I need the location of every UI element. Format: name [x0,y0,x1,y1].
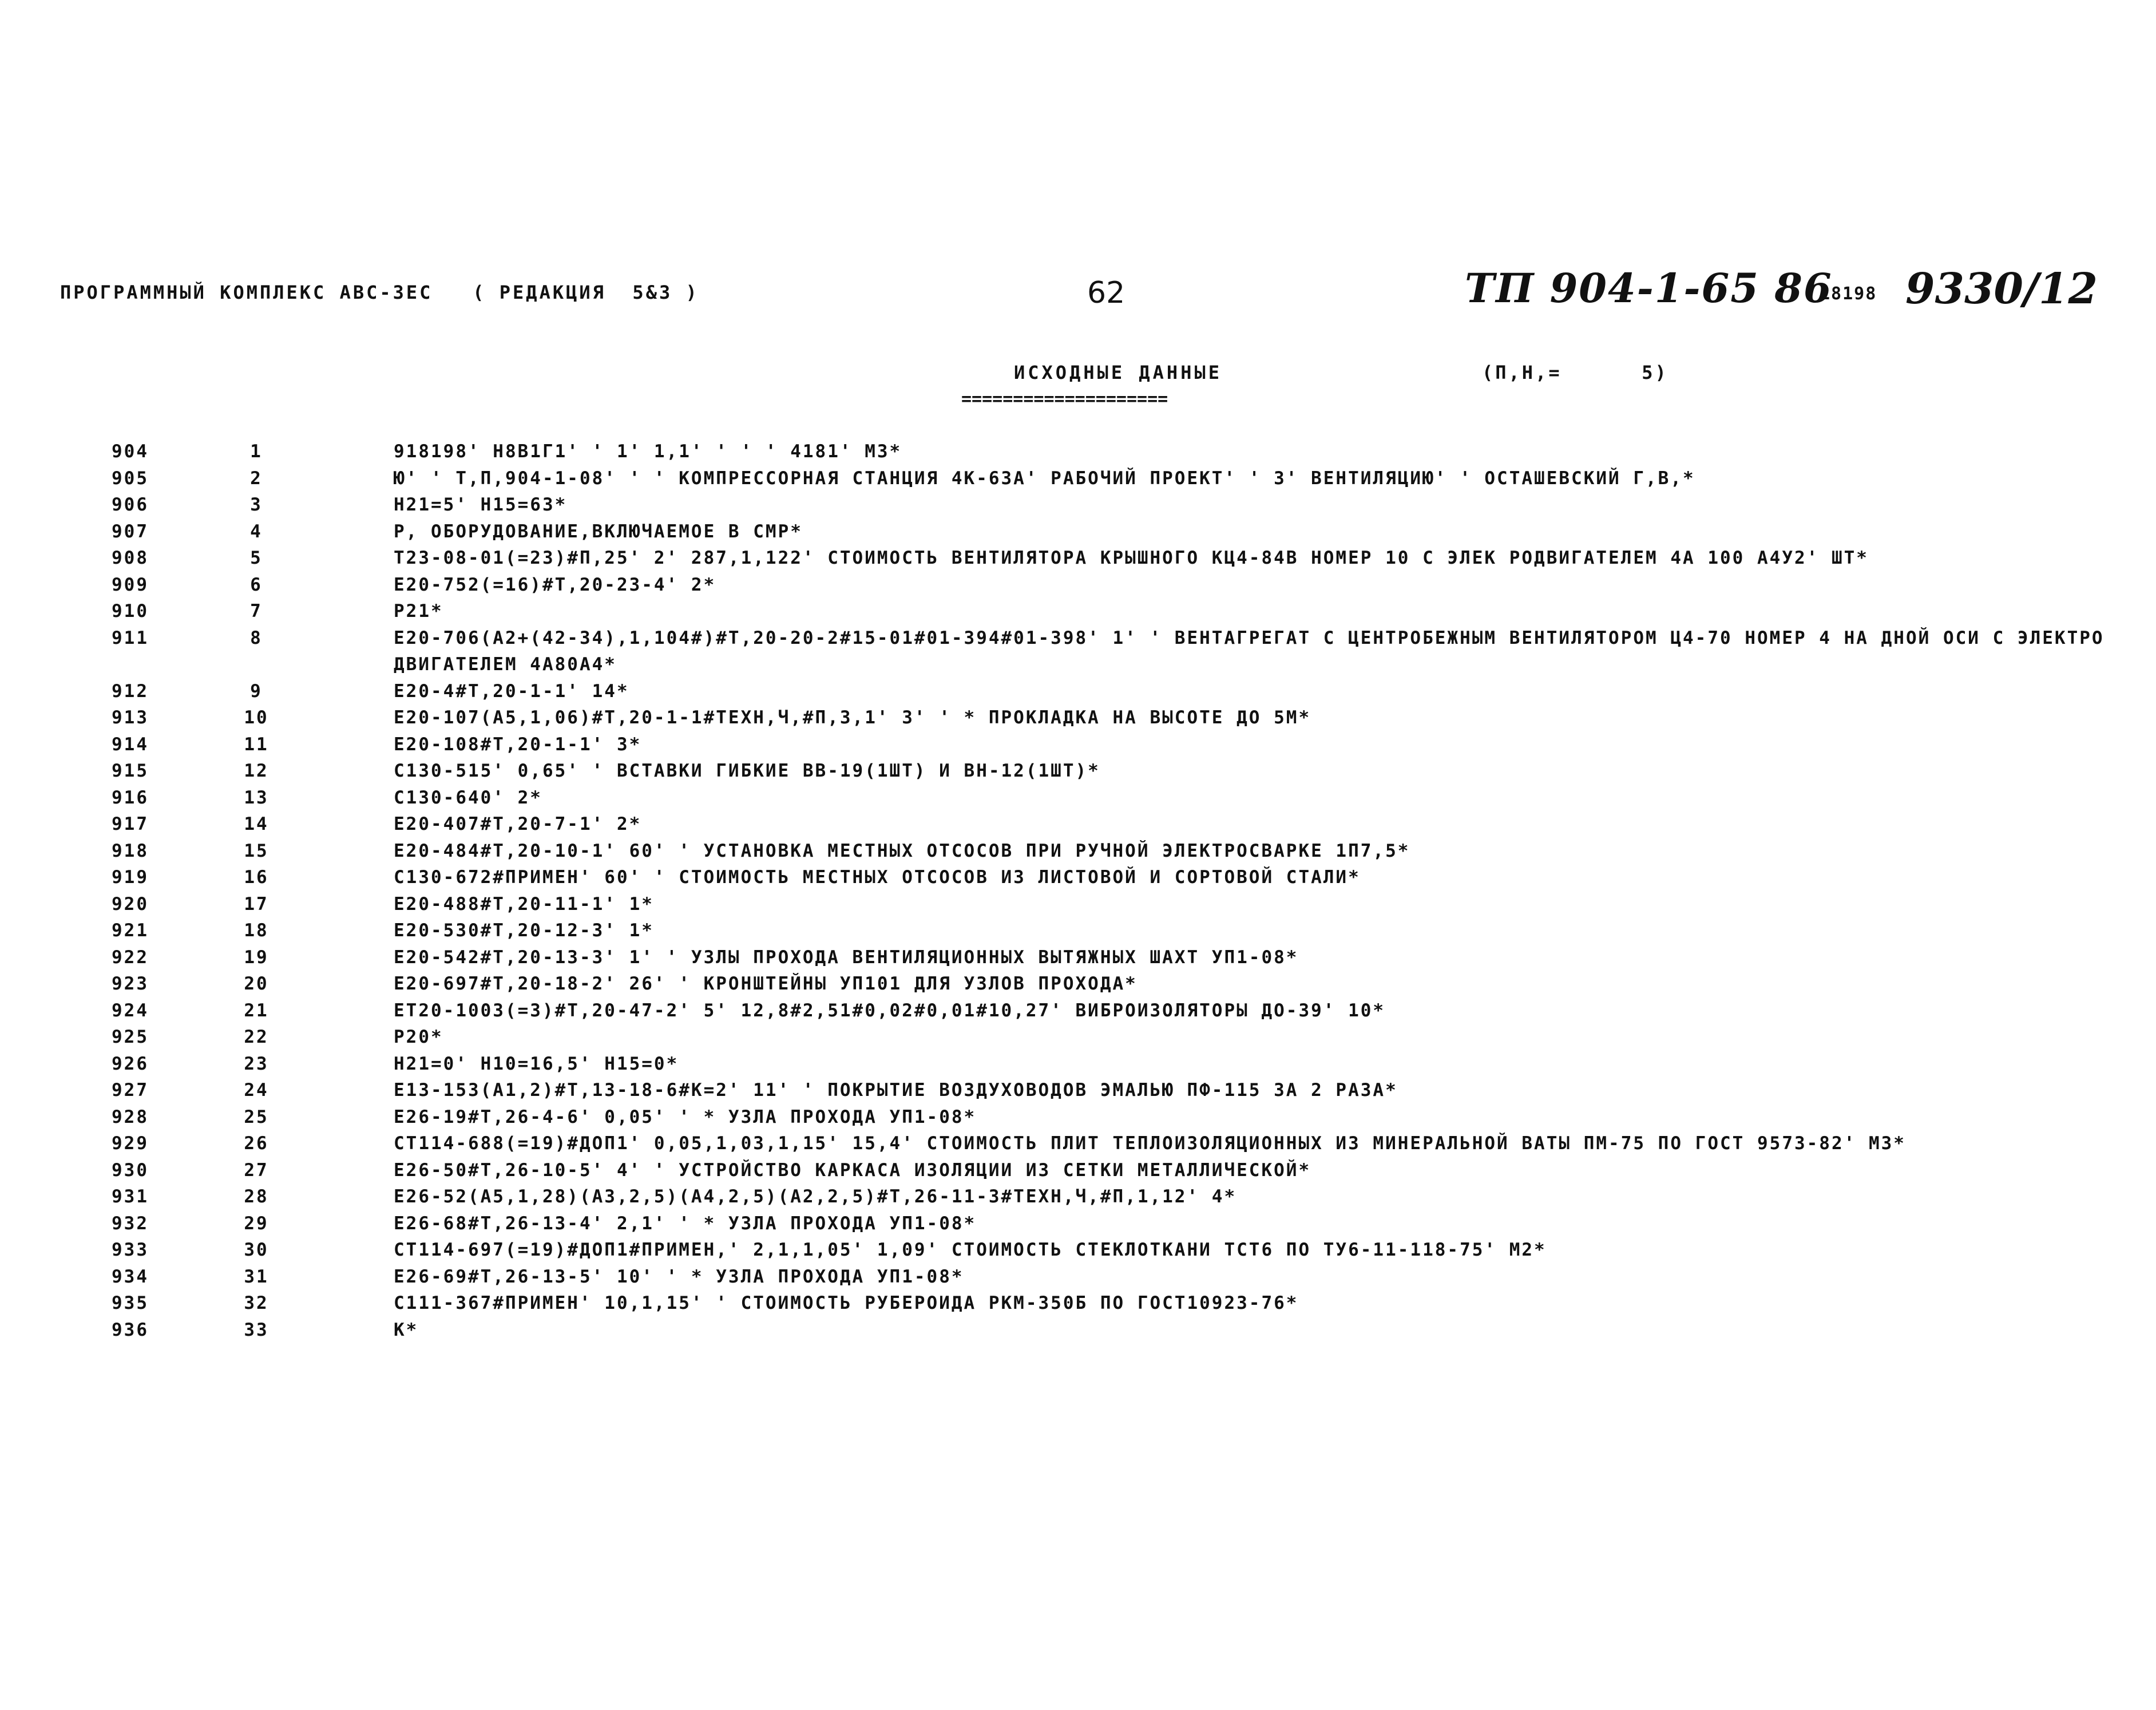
record-number: 924 [112,1000,149,1021]
record-text: Е26-69#Т,26-13-5' 10' ' * УЗЛА ПРОХОДА УП1-08* [394,1266,964,1287]
sequence-number: 5 [250,548,263,568]
sequence-number: 8 [250,627,263,648]
record-text: Е20-706(А2+(42-34),1,104#)#Т,20-20-2#15-01#01-394#01-398' 1' ' ВЕНТАГРЕГАТ С ЦЕНТРОБЕЖНЫМ ВЕНТИЛЯТОРОМ Ц4-70 НОМЕР 4 НА ДНОЙ ОСИ С ЭЛЕКТРОДВИГАТЕЛЕМ 4А80А4* [394,627,2105,675]
record-number: 932 [112,1213,149,1234]
listing-row [0,1237,2156,1264]
sequence-number: 29 [244,1213,269,1234]
sequence-number: 30 [244,1240,269,1260]
sequence-number: 15 [244,840,269,861]
record-number: 934 [112,1266,149,1287]
record-text: Е20-484#Т,20-10-1' 60' ' УСТАНОВКА МЕСТНЫХ ОТСОСОВ ПРИ РУЧНОЙ ЭЛЕКТРОСВАРКЕ 1П7,5* [394,840,1410,861]
sequence-number: 13 [244,787,269,808]
record-text: Т23-08-01(=23)#П,25' 2' 287,1,122' СТОИМОСТЬ ВЕНТИЛЯТОРА КРЫШНОГО КЦ4-84В НОМЕР 10 С ЭЛЕК РОДВИГАТЕЛЕМ 4А 100 А4У2' ШТ* [394,548,1869,568]
sequence-number: 24 [244,1080,269,1101]
record-text: Н21=0' Н10=16,5' Н15=0* [394,1053,679,1074]
listing-row [0,492,2156,518]
sequence-number: 6 [250,574,263,595]
sequence-number: 20 [244,973,269,994]
record-text: Е20-407#Т,20-7-1' 2* [394,814,642,834]
record-text: К* [394,1319,419,1340]
sequence-number: 18 [244,920,269,941]
record-text: СТ114-688(=19)#ДОП1' 0,05,1,03,1,15' 15,4' СТОИМОСТЬ ПЛИТ ТЕПЛОИЗОЛЯЦИОННЫХ ИЗ МИНЕРАЛЬНОЙ ВАТЫ ПМ-75 ПО ГОСТ 9573-82' МЗ* [394,1133,1906,1154]
sequence-number: 22 [244,1027,269,1047]
listing-row [0,678,2156,705]
record-text: Ю' ' Т,П,904-1-08' ' ' КОМПРЕССОРНАЯ СТАНЦИЯ 4К-63А' РАБОЧИЙ ПРОЕКТ' ' 3' ВЕНТИЛЯЦИЮ' ' ОСТАШЕВСКИЙ Г,В,* [394,468,1695,489]
sequence-number: 25 [244,1106,269,1127]
record-number: 922 [112,947,149,968]
listing-row [0,1051,2156,1078]
record-number: 926 [112,1053,149,1074]
record-text: ЕТ20-1003(=3)#Т,20-47-2' 5' 12,8#2,51#0,02#0,01#10,27' ВИБРОИЗОЛЯТОРЫ ДО-39' 10* [394,1000,1386,1021]
listing-row [0,811,2156,838]
record-text: Е13-153(А1,2)#Т,13-18-6#К=2' 11' ' ПОКРЫТИЕ ВОЗДУХОВОДОВ ЭМАЛЬЮ ПФ-115 ЗА 2 РАЗА* [394,1080,1398,1101]
record-number: 908 [112,548,149,568]
page-number: 62 [1087,276,1125,310]
listing-row [0,1210,2156,1237]
record-number: 931 [112,1186,149,1207]
record-number: 918 [112,840,149,861]
sequence-number: 10 [244,707,269,728]
record-text: Е26-19#Т,26-4-6' 0,05' ' * УЗЛА ПРОХОДА УП1-08* [394,1106,977,1127]
program-header: ПРОГРАММНЫЙ КОМПЛЕКС АВС-ЗЕС ( РЕДАКЦИЯ 5&3 ) [60,282,699,303]
sequence-number: 32 [244,1293,269,1313]
sequence-number: 26 [244,1133,269,1154]
sequence-number: 1 [250,441,263,462]
record-text: Е20-542#Т,20-13-3' 1' ' УЗЛЫ ПРОХОДА ВЕНТИЛЯЦИОННЫХ ВЫТЯЖНЫХ ШАХТ УП1-08* [394,947,1299,968]
listing-row [0,598,2156,625]
sequence-number: 11 [244,734,269,755]
sequence-number: 12 [244,761,269,781]
listing-row [0,864,2156,891]
record-number: 910 [112,601,149,622]
listing-row [0,545,2156,572]
handwritten-sheet-ref: 9330/12 [1905,264,2098,314]
record-text: Е26-52(А5,1,28)(А3,2,5)(А4,2,5)(А2,2,5)#Т,26-11-3#ТЕХН,Ч,#П,1,12' 4* [394,1186,1237,1207]
record-text: С130-640' 2* [394,787,542,808]
record-number: 911 [112,627,149,648]
listing-row [0,891,2156,918]
listing-row [0,1317,2156,1344]
section-title: ИСХОДНЫЕ ДАННЫЕ [1014,362,1222,383]
record-number: 916 [112,787,149,808]
listing-row [0,1157,2156,1184]
listing-row [0,838,2156,865]
record-number: 906 [112,494,149,515]
listing-row [0,465,2156,492]
listing-row [0,438,2156,465]
record-number: 923 [112,973,149,994]
listing-row [0,944,2156,971]
record-number: 930 [112,1159,149,1181]
document-number: 18198 [1820,284,1877,304]
record-number: 935 [112,1293,149,1313]
record-text: 918198' Н8В1Г1' ' 1' 1,1' ' ' ' 4181' МЗ* [394,441,902,462]
record-number: 921 [112,920,149,941]
record-text: С130-515' 0,65' ' ВСТАВКИ ГИБКИЕ ВВ-19(1ШТ) И ВН-12(1ШТ)* [394,761,1100,781]
record-text: С130-672#ПРИМЕН' 60' ' СТОИМОСТЬ МЕСТНЫХ ОТСОСОВ ИЗ ЛИСТОВОЙ И СОРТОВОЙ СТАЛИ* [394,867,1361,888]
listing-row [0,731,2156,758]
record-text: Е20-697#Т,20-18-2' 26' ' КРОНШТЕЙНЫ УП101 ДЛЯ УЗЛОВ ПРОХОДА* [394,973,1138,994]
record-text: Е20-530#Т,20-12-3' 1* [394,920,654,941]
sequence-number: 4 [250,521,263,542]
record-text: Е20-4#Т,20-1-1' 14* [394,680,629,702]
record-number: 928 [112,1106,149,1127]
record-text: СТ114-697(=19)#ДОП1#ПРИМЕН,' 2,1,1,05' 1,09' СТОИМОСТЬ СТЕКЛОТКАНИ ТСТ6 ПО ТУ6-11-118-75' М2* [394,1240,1547,1260]
listing-row [0,785,2156,812]
record-text: Е20-108#Т,20-1-1' 3* [394,734,642,755]
listing-row [0,1264,2156,1291]
listing-row [0,704,2156,731]
sequence-number: 14 [244,814,269,834]
record-number: 912 [112,680,149,702]
record-number: 917 [112,814,149,834]
record-text: Е20-488#Т,20-11-1' 1* [394,893,654,915]
record-number: 933 [112,1240,149,1260]
record-text: Р, ОБОРУДОВАНИЕ,ВКЛЮЧАЕМОЕ В СМР* [394,521,803,542]
record-number: 909 [112,574,149,595]
sequence-number: 21 [244,1000,269,1021]
handwritten-project-ref: ТП 904-1-65 86 [1465,264,1833,312]
sequence-number: 31 [244,1266,269,1287]
record-text: Е26-68#Т,26-13-4' 2,1' ' * УЗЛА ПРОХОДА УП1-08* [394,1213,977,1234]
record-text: Р20* [394,1027,443,1047]
sequence-number: 3 [250,494,263,515]
section-param: (П,Н,= 5) [1482,362,1668,383]
sequence-number: 2 [250,468,263,489]
record-number: 936 [112,1319,149,1340]
record-number: 919 [112,867,149,888]
sequence-number: 7 [250,601,263,622]
record-number: 914 [112,734,149,755]
listing-row [0,971,2156,998]
record-number: 905 [112,468,149,489]
listing-row [0,1104,2156,1131]
record-number: 913 [112,707,149,728]
record-number: 915 [112,761,149,781]
record-text: Е20-752(=16)#Т,20-23-4' 2* [394,574,716,595]
record-text: Е26-50#Т,26-10-5' 4' ' УСТРОЙСТВО КАРКАСА ИЗОЛЯЦИИ ИЗ СЕТКИ МЕТАЛЛИЧЕСКОЙ* [394,1159,1311,1181]
sequence-number: 33 [244,1319,269,1340]
sequence-number: 23 [244,1053,269,1074]
section-underline: ==================== [961,389,1168,409]
listing-row [0,1077,2156,1104]
sequence-number: 28 [244,1186,269,1207]
sequence-number: 16 [244,867,269,888]
record-text: Р21* [394,601,443,622]
listing-row [0,1024,2156,1051]
record-number: 929 [112,1133,149,1154]
listing-row [0,1290,2156,1317]
record-text: Н21=5' Н15=63* [394,494,568,515]
record-number: 920 [112,893,149,915]
listing-row [0,998,2156,1024]
record-number: 907 [112,521,149,542]
listing-row [0,1183,2156,1210]
data-listing [0,438,2156,1343]
sequence-number: 19 [244,947,269,968]
record-number: 925 [112,1027,149,1047]
sequence-number: 27 [244,1159,269,1181]
listing-row [0,572,2156,599]
listing-row [0,625,2156,678]
record-number: 927 [112,1080,149,1101]
sequence-number: 9 [250,680,263,702]
listing-row [0,518,2156,545]
record-text: С111-367#ПРИМЕН' 10,1,15' ' СТОИМОСТЬ РУБЕРОИДА РКМ-350Б ПО ГОСТ10923-76* [394,1293,1299,1313]
listing-row [0,917,2156,944]
sequence-number: 17 [244,893,269,915]
record-text: Е20-107(А5,1,06)#Т,20-1-1#ТЕХН,Ч,#П,3,1' 3' ' * ПРОКЛАДКА НА ВЫСОТЕ ДО 5М* [394,707,1311,728]
listing-row [0,758,2156,785]
listing-row [0,1130,2156,1157]
record-number: 904 [112,441,149,462]
